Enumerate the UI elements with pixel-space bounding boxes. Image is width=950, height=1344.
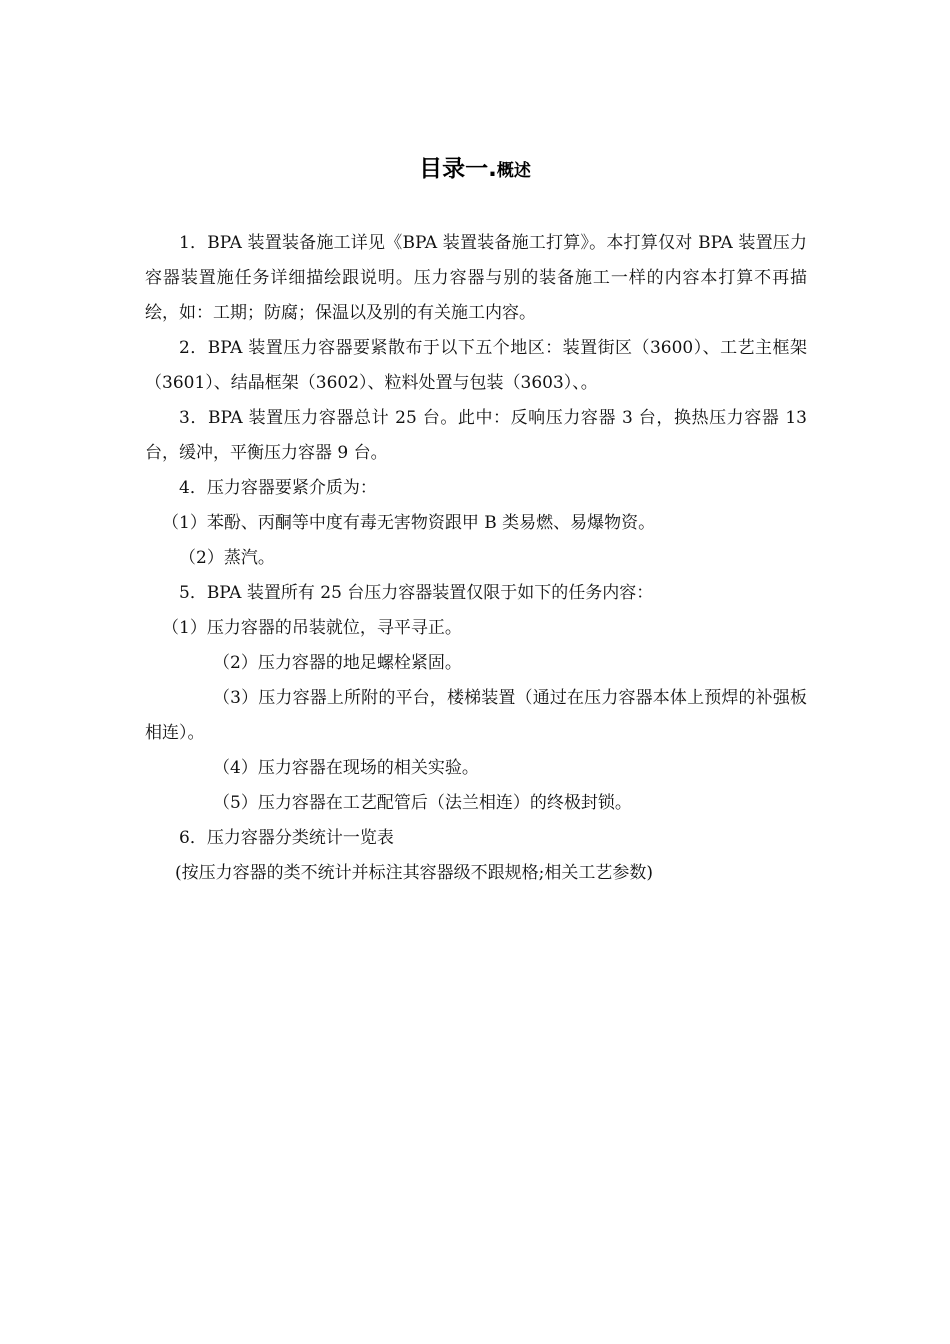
list-item-5-2: （2）压力容器的地足螺栓紧固。	[213, 653, 462, 673]
paragraph-5: 5．BPA 装置所有 25 台压力容器装置仅限于如下的任务内容：	[179, 583, 654, 603]
title-main: 目录一.	[419, 156, 497, 182]
list-item-4-2: （2）蒸汽。	[179, 548, 275, 568]
list-item-5-4: （4）压力容器在现场的相关实验。	[213, 758, 479, 778]
paragraph-2: 2．BPA 装置压力容器要紧散布于以下五个地区：装置街区（3600）、工艺主框架（3601）、结晶框架（3602）、粒料处置与包装（3603）、。	[145, 338, 807, 393]
paragraph-6: 6．压力容器分类统计一览表	[179, 828, 394, 848]
list-item-5-3: （3）压力容器上所附的平台，楼梯装置（通过在压力容器本体上预焊的补强板相连）。	[145, 688, 807, 743]
list-item-5-1: （1）压力容器的吊装就位，寻平寻正。	[162, 618, 462, 638]
title-sub: 概述	[496, 161, 531, 181]
paragraph-3: 3．BPA 装置压力容器总计 25 台。此中：反响压力容器 3 台，换热压力容器 13 台，缓冲，平衡压力容器 9 台。	[145, 408, 807, 463]
list-item-5-5: （5）压力容器在工艺配管后（法兰相连）的终极封锁。	[213, 793, 632, 813]
document-body	[145, 226, 807, 891]
page-title	[0, 150, 950, 183]
paragraph-1: 1．BPA 装置装备施工详见《BPA 装置装备施工打算》。本打算仅对 BPA 装置压力容器装置施任务详细描绘跟说明。压力容器与别的装备施工一样的内容本打算不再描绘，如：工期；防腐；保温以及别的有关施工内容。	[145, 233, 807, 323]
paragraph-6-note: (按压力容器的类不统计并标注其容器级不跟规格;相关工艺参数)	[175, 863, 653, 883]
list-item-4-1: （1）苯酚、丙酮等中度有毒无害物资跟甲 B 类易燃、易爆物资。	[162, 513, 656, 533]
paragraph-4: 4．压力容器要紧介质为：	[179, 478, 377, 498]
